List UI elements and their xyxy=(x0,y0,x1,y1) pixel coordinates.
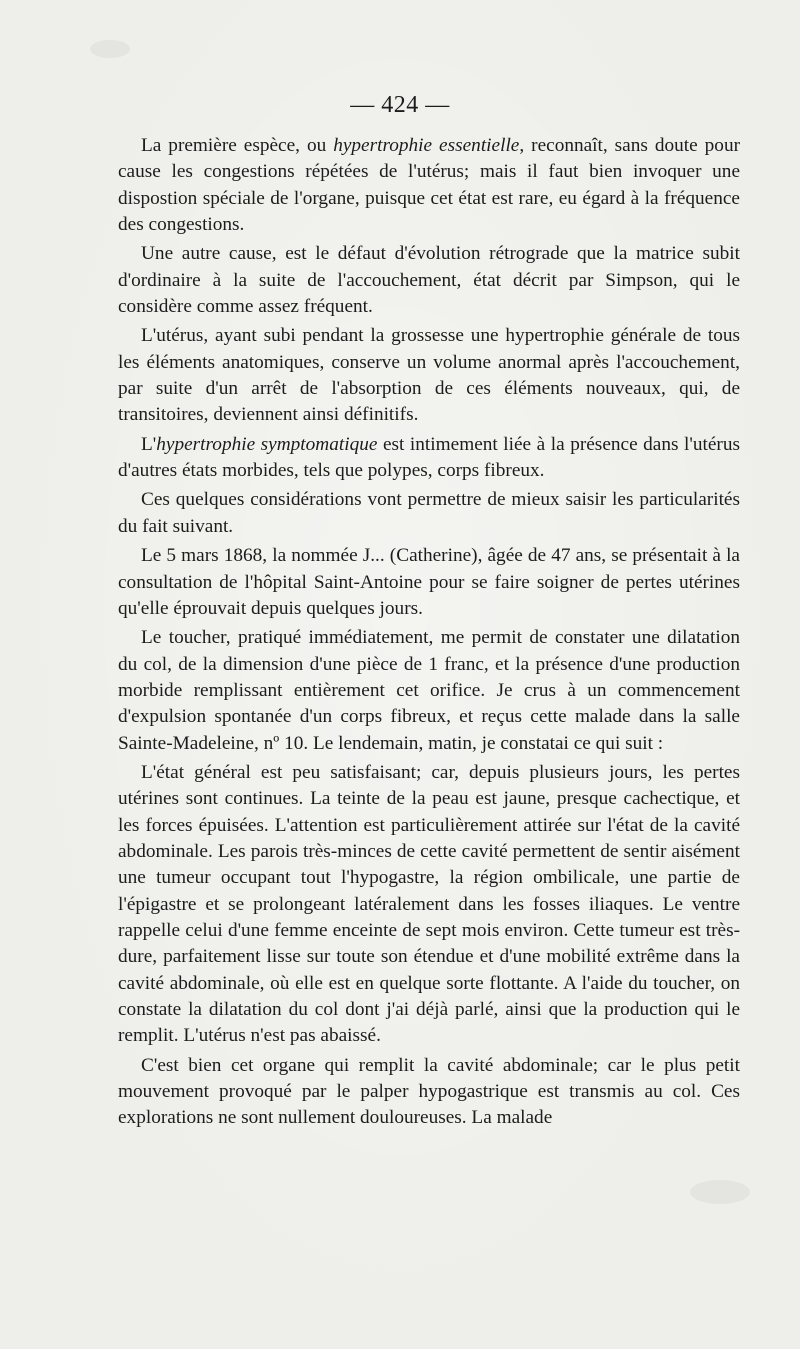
paper-stain xyxy=(90,40,130,58)
body-text xyxy=(118,133,740,1135)
paragraph: L'hypertrophie symptomatique est intimement liée à la présence dans l'utérus d'autres états morbides, tels que polypes, corps fibreux. xyxy=(118,433,740,482)
paragraph: Le toucher, pratiqué immédiatement, me permit de constater une dilatation du col, de la dimension d'une pièce de 1 franc, et la présence d'une production morbide remplissant entièrement cet orifice. Je crus à un commencement d'expulsion spontanée d'un corps fibreux, et reçus cette malade dans la salle Sainte-Madeleine, nº 10. Le lendemain, matin, je constatai ce qui suit : xyxy=(118,627,740,754)
paragraph: C'est bien cet organe qui remplit la cavité abdominale; car le plus petit mouvement provoqué par le palper hypogastrique est transmis au col. Ces explorations ne sont nullement douloureuses. La malade xyxy=(118,1054,740,1129)
italic-term: hypertrophie symptomatique xyxy=(156,433,378,455)
paragraph: L'utérus, ayant subi pendant la grossesse une hypertrophie générale de tous les éléments anatomiques, conserve un volume anormal après l'accouchement, par suite d'un arrêt de l'absorption de ces éléments nouveaux, qui, de transitoires, deviennent ainsi définitifs. xyxy=(118,325,740,426)
page-number: — 424 — xyxy=(350,92,450,118)
paragraph: Une autre cause, est le défaut d'évolution rétrograde que la matrice subit d'ordinaire à la suite de l'accouchement, état décrit par Simpson, qui le considère comme assez fréquent. xyxy=(118,243,740,318)
paragraph: L'état général est peu satisfaisant; car, depuis plusieurs jours, les pertes utérines sont continues. La teinte de la peau est jaune, presque cachectique, et les forces épuisées. L'attention est particulièrement attirée sur l'état de la cavité abdominale. Les parois très-minces de cette cavité permettent de sentir aisément une tumeur occupant tout l'hypogastre, la région ombilicale, une partie de l'épigastre et se prolongeant latéralement dans les fosses iliaques. Le ventre rappelle celui d'une femme enceinte de sept mois environ. Cette tumeur est très-dure, parfaitement lisse sur toute son étendue et d'une mobilité extrême dans la cavité abdominale, où elle est en quelque sorte flottante. A l'aide du toucher, on constate la dilatation du col dont j'ai déjà parlé, ainsi que la production qui le remplit. L'utérus n'est pas abaissé. xyxy=(118,761,740,1047)
paragraph: Ces quelques considérations vont permettre de mieux saisir les particularités du fait suivant. xyxy=(118,489,740,537)
paragraph: Le 5 mars 1868, la nommée J... (Catherine), âgée de 47 ans, se présentait à la consultation de l'hôpital Saint-Antoine pour se faire soigner de pertes utérines qu'elle éprouvait depuis quelques jours. xyxy=(118,545,740,619)
italic-term: hypertrophie essentielle xyxy=(333,135,520,156)
paper-stain xyxy=(690,1180,750,1204)
paragraph: La première espèce, ou hypertrophie essentielle, reconnaît, sans doute pour cause les congestions répétées de l'utérus; mais il faut bien invoquer une dispostion spéciale de l'organe, puisque cet état est rare, eu égard à la fréquence des congestions. xyxy=(118,135,741,236)
